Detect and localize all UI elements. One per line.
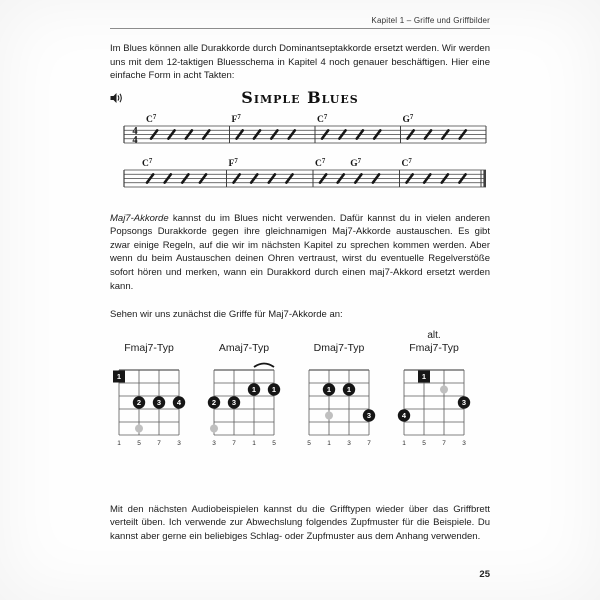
chord-diagram <box>205 330 283 449</box>
chord-grid <box>300 357 378 449</box>
maj7-lead-text: Maj7-Akkorde <box>110 212 169 224</box>
outro-paragraph: Mit den nächsten Audiobeispielen kannst du die Grifftypen wieder über das Griffbrett verteilt üben. Ich verwende zur Abwechslung folgendes Zupfmuster für die Beispiele. Du kannst aber gerne ein beliebiges Schlag- oder Zupfmuster aus dem Anhang verwenden. <box>110 503 490 542</box>
music-notation <box>110 112 490 202</box>
svg-text:C7: $C^7$ <box>317 113 328 125</box>
chord-grid <box>205 357 283 449</box>
svg-text:5: 5 <box>137 439 141 447</box>
svg-text:C7: $C^7$ <box>315 157 326 169</box>
maj7-paragraph <box>110 212 490 293</box>
svg-text:7: 7 <box>157 439 161 447</box>
svg-text:3: 3 <box>231 397 237 407</box>
svg-text:4: 4 <box>132 134 138 146</box>
svg-text:5: 5 <box>422 439 426 447</box>
svg-text:1: 1 <box>252 439 256 447</box>
svg-text:1: 1 <box>327 439 331 447</box>
svg-text:1: 1 <box>326 384 332 394</box>
svg-text:1: 1 <box>402 439 406 447</box>
header-rule <box>110 28 490 29</box>
chord-diagram-title: Dmaj7-Typ <box>313 341 365 354</box>
svg-text:3: 3 <box>212 439 216 447</box>
svg-text:5: 5 <box>307 439 311 447</box>
svg-text:4: 4 <box>401 410 407 420</box>
chord-diagram-title: Amaj7-Typ <box>218 341 270 354</box>
svg-text:4: 4 <box>132 125 138 137</box>
svg-text:3: 3 <box>177 439 181 447</box>
svg-text:3: 3 <box>366 410 372 420</box>
chord-diagram <box>395 330 473 449</box>
chord-diagram-alt-label: alt. <box>427 329 441 341</box>
svg-text:C7: $C^7$ <box>142 157 153 169</box>
chord-diagram-title: Fmaj7-Typ <box>124 341 174 354</box>
svg-text:1: 1 <box>421 371 427 381</box>
chord-diagram-title: Fmaj7-Typ <box>409 341 459 354</box>
song-title-row <box>110 88 490 110</box>
speaker-icon <box>110 92 124 104</box>
svg-text:7: 7 <box>367 439 371 447</box>
page-number: 25 <box>479 569 490 580</box>
chord-diagram <box>300 330 378 449</box>
svg-text:1: 1 <box>346 384 352 394</box>
song-title: Simple Blues <box>241 87 359 107</box>
chord-diagram <box>110 330 188 449</box>
svg-text:1: 1 <box>116 371 122 381</box>
maj7-rest-text: kannst du im Blues nicht verwenden. Dafür kannst du in vielen anderen Popsongs Durakkorde gegen ihre gleichnamigen Maj7-Akkorde austauschen. Es gibt zwar einige Regeln, auf die wir im nächsten Kapitel zu sprechen kommen werden. Aber wenn du beim Austauschen deinen Ohren vertraust, wirst du eventuelle Regelverstöße sofort hören und merken, wann ein Durakkord durch einen maj7-Akkord ersetzt werden kann. <box>110 212 490 292</box>
chord-diagrams-row <box>110 330 490 449</box>
svg-text:3: 3 <box>347 439 351 447</box>
chord-diagram-alt-label <box>300 330 378 342</box>
svg-text:F7: $F^7$ <box>231 113 241 125</box>
svg-text:7: 7 <box>232 439 236 447</box>
chord-grid <box>110 357 188 449</box>
svg-text:1: 1 <box>117 439 121 447</box>
chapter-header: Kapitel 1 – Griffe und Griffbilder <box>371 16 490 25</box>
svg-text:1: 1 <box>271 384 277 394</box>
griffe-intro-line: Sehen wir uns zunächst die Griffe für Maj7-Akkorde an: <box>110 309 343 321</box>
svg-text:3: 3 <box>156 397 162 407</box>
svg-text:2: 2 <box>211 397 217 407</box>
chord-diagram-alt-label <box>205 330 283 342</box>
svg-text:5: 5 <box>272 439 276 447</box>
svg-text:F7: $F^7$ <box>228 157 238 169</box>
svg-text:7: 7 <box>442 439 446 447</box>
svg-text:G7: $G^7$ <box>350 157 362 169</box>
svg-text:3: 3 <box>461 397 467 407</box>
chord-grid <box>395 357 473 449</box>
svg-text:2: 2 <box>136 397 142 407</box>
chord-diagram-alt-label <box>110 330 188 342</box>
svg-text:4: 4 <box>176 397 182 407</box>
svg-text:C7: $C^7$ <box>146 113 157 125</box>
intro-paragraph: Im Blues können alle Durakkorde durch Dominantseptakkorde ersetzt werden. Wir werden uns mit dem 12-taktigen Bluesschema in Kapitel 4 noch genauer beschäftigen. Hier eine einfache Form in acht Takten: <box>110 43 490 82</box>
svg-text:G7: $G^7$ <box>402 113 414 125</box>
svg-text:3: 3 <box>462 439 466 447</box>
svg-text:1: 1 <box>251 384 257 394</box>
svg-text:C7: $C^7$ <box>401 157 412 169</box>
